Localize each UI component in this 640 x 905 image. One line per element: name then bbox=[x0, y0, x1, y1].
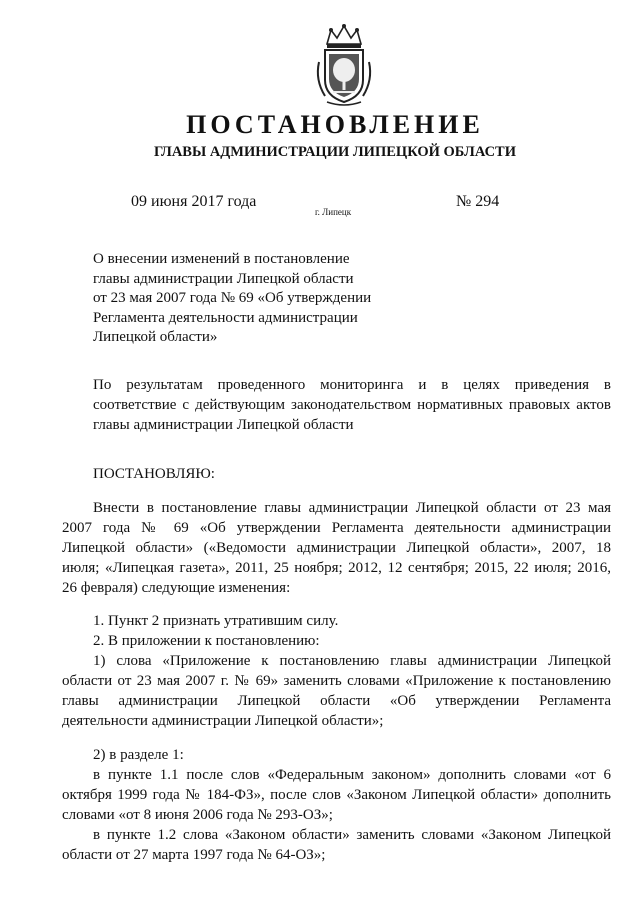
sub-item-line: главы администрации Липецкой области «Об утверждении Регламента bbox=[62, 693, 611, 709]
sub-item-line: области от 27 марта 1997 года № 64-ОЗ»; bbox=[62, 847, 326, 863]
subject-line: Липецкой области» bbox=[93, 329, 218, 345]
sub-item-line: деятельности администрации Липецкой области»; bbox=[62, 713, 384, 729]
section-heading: 2) в разделе 1: bbox=[93, 747, 184, 763]
sub-item-line: в пункте 1.1 после слов «Федеральным законом» дополнить словами «от 6 bbox=[93, 767, 611, 783]
document-date: 09 июня 2017 года bbox=[131, 193, 257, 210]
subject-line: главы администрации Липецкой области bbox=[93, 270, 354, 287]
sub-item-line: октября 1999 года № 184-ФЗ», после слов «Законом Липецкой области» дополнить bbox=[62, 787, 611, 803]
list-item: 1. Пункт 2 признать утратившим силу. bbox=[93, 613, 339, 629]
intro-line: 2007 года № 69 «Об утверждении Регламента деятельности администрации bbox=[62, 520, 611, 536]
intro-line: Липецкой области» («Ведомости администрации Липецкой области», 2007, 18 bbox=[62, 540, 611, 556]
preamble-line bbox=[93, 376, 611, 396]
document-title: ПОСТАНОВЛЕНИЕ bbox=[186, 110, 484, 139]
intro-line: Внести в постановление главы администрации Липецкой области от 23 мая bbox=[93, 500, 611, 516]
document-subject bbox=[93, 250, 371, 348]
preamble-line: главы администрации Липецкой области bbox=[93, 417, 354, 433]
document-number: № 294 bbox=[456, 193, 500, 210]
document-city: г. Липецк bbox=[315, 207, 352, 217]
sub-item-line: 1) слова «Приложение к постановлению главы администрации Липецкой bbox=[93, 653, 611, 669]
sub-item-line: в пункте 1.2 слова «Законом области» заменить словами «Законом Липецкой bbox=[93, 827, 611, 843]
decree-word: ПОСТАНОВЛЯЮ: bbox=[93, 466, 215, 482]
preamble-text: соответствие с действующим законодательством нормативных правовых актов bbox=[93, 397, 611, 413]
preamble-text: По результатам проведенного мониторинга и в целях приведения в bbox=[93, 377, 611, 393]
document-subtitle: ГЛАВЫ АДМИНИСТРАЦИИ ЛИПЕЦКОЙ ОБЛАСТИ bbox=[153, 144, 517, 160]
subject-line: О внесении изменений в постановление bbox=[93, 251, 350, 267]
preamble-line bbox=[93, 396, 611, 416]
sub-item-line: области от 23 мая 2007 г. № 69» заменить словами «Приложение к постановлению bbox=[62, 673, 611, 689]
intro-line: 26 февраля) следующие изменения: bbox=[62, 580, 291, 596]
subject-line: Регламента деятельности администрации bbox=[93, 309, 358, 326]
subject-line: от 23 мая 2007 года № 69 «Об утверждении bbox=[93, 290, 372, 306]
coat-of-arms-emblem bbox=[313, 22, 375, 106]
list-item: 2. В приложении к постановлению: bbox=[93, 633, 320, 649]
intro-line: июля; «Липецкая газета», 2011, 25 ноября; 2012, 12 сентября; 2015, 22 июля; 2016, bbox=[62, 560, 611, 576]
sub-item-line: словами «от 8 июня 2006 года № 293-ОЗ»; bbox=[62, 807, 333, 823]
